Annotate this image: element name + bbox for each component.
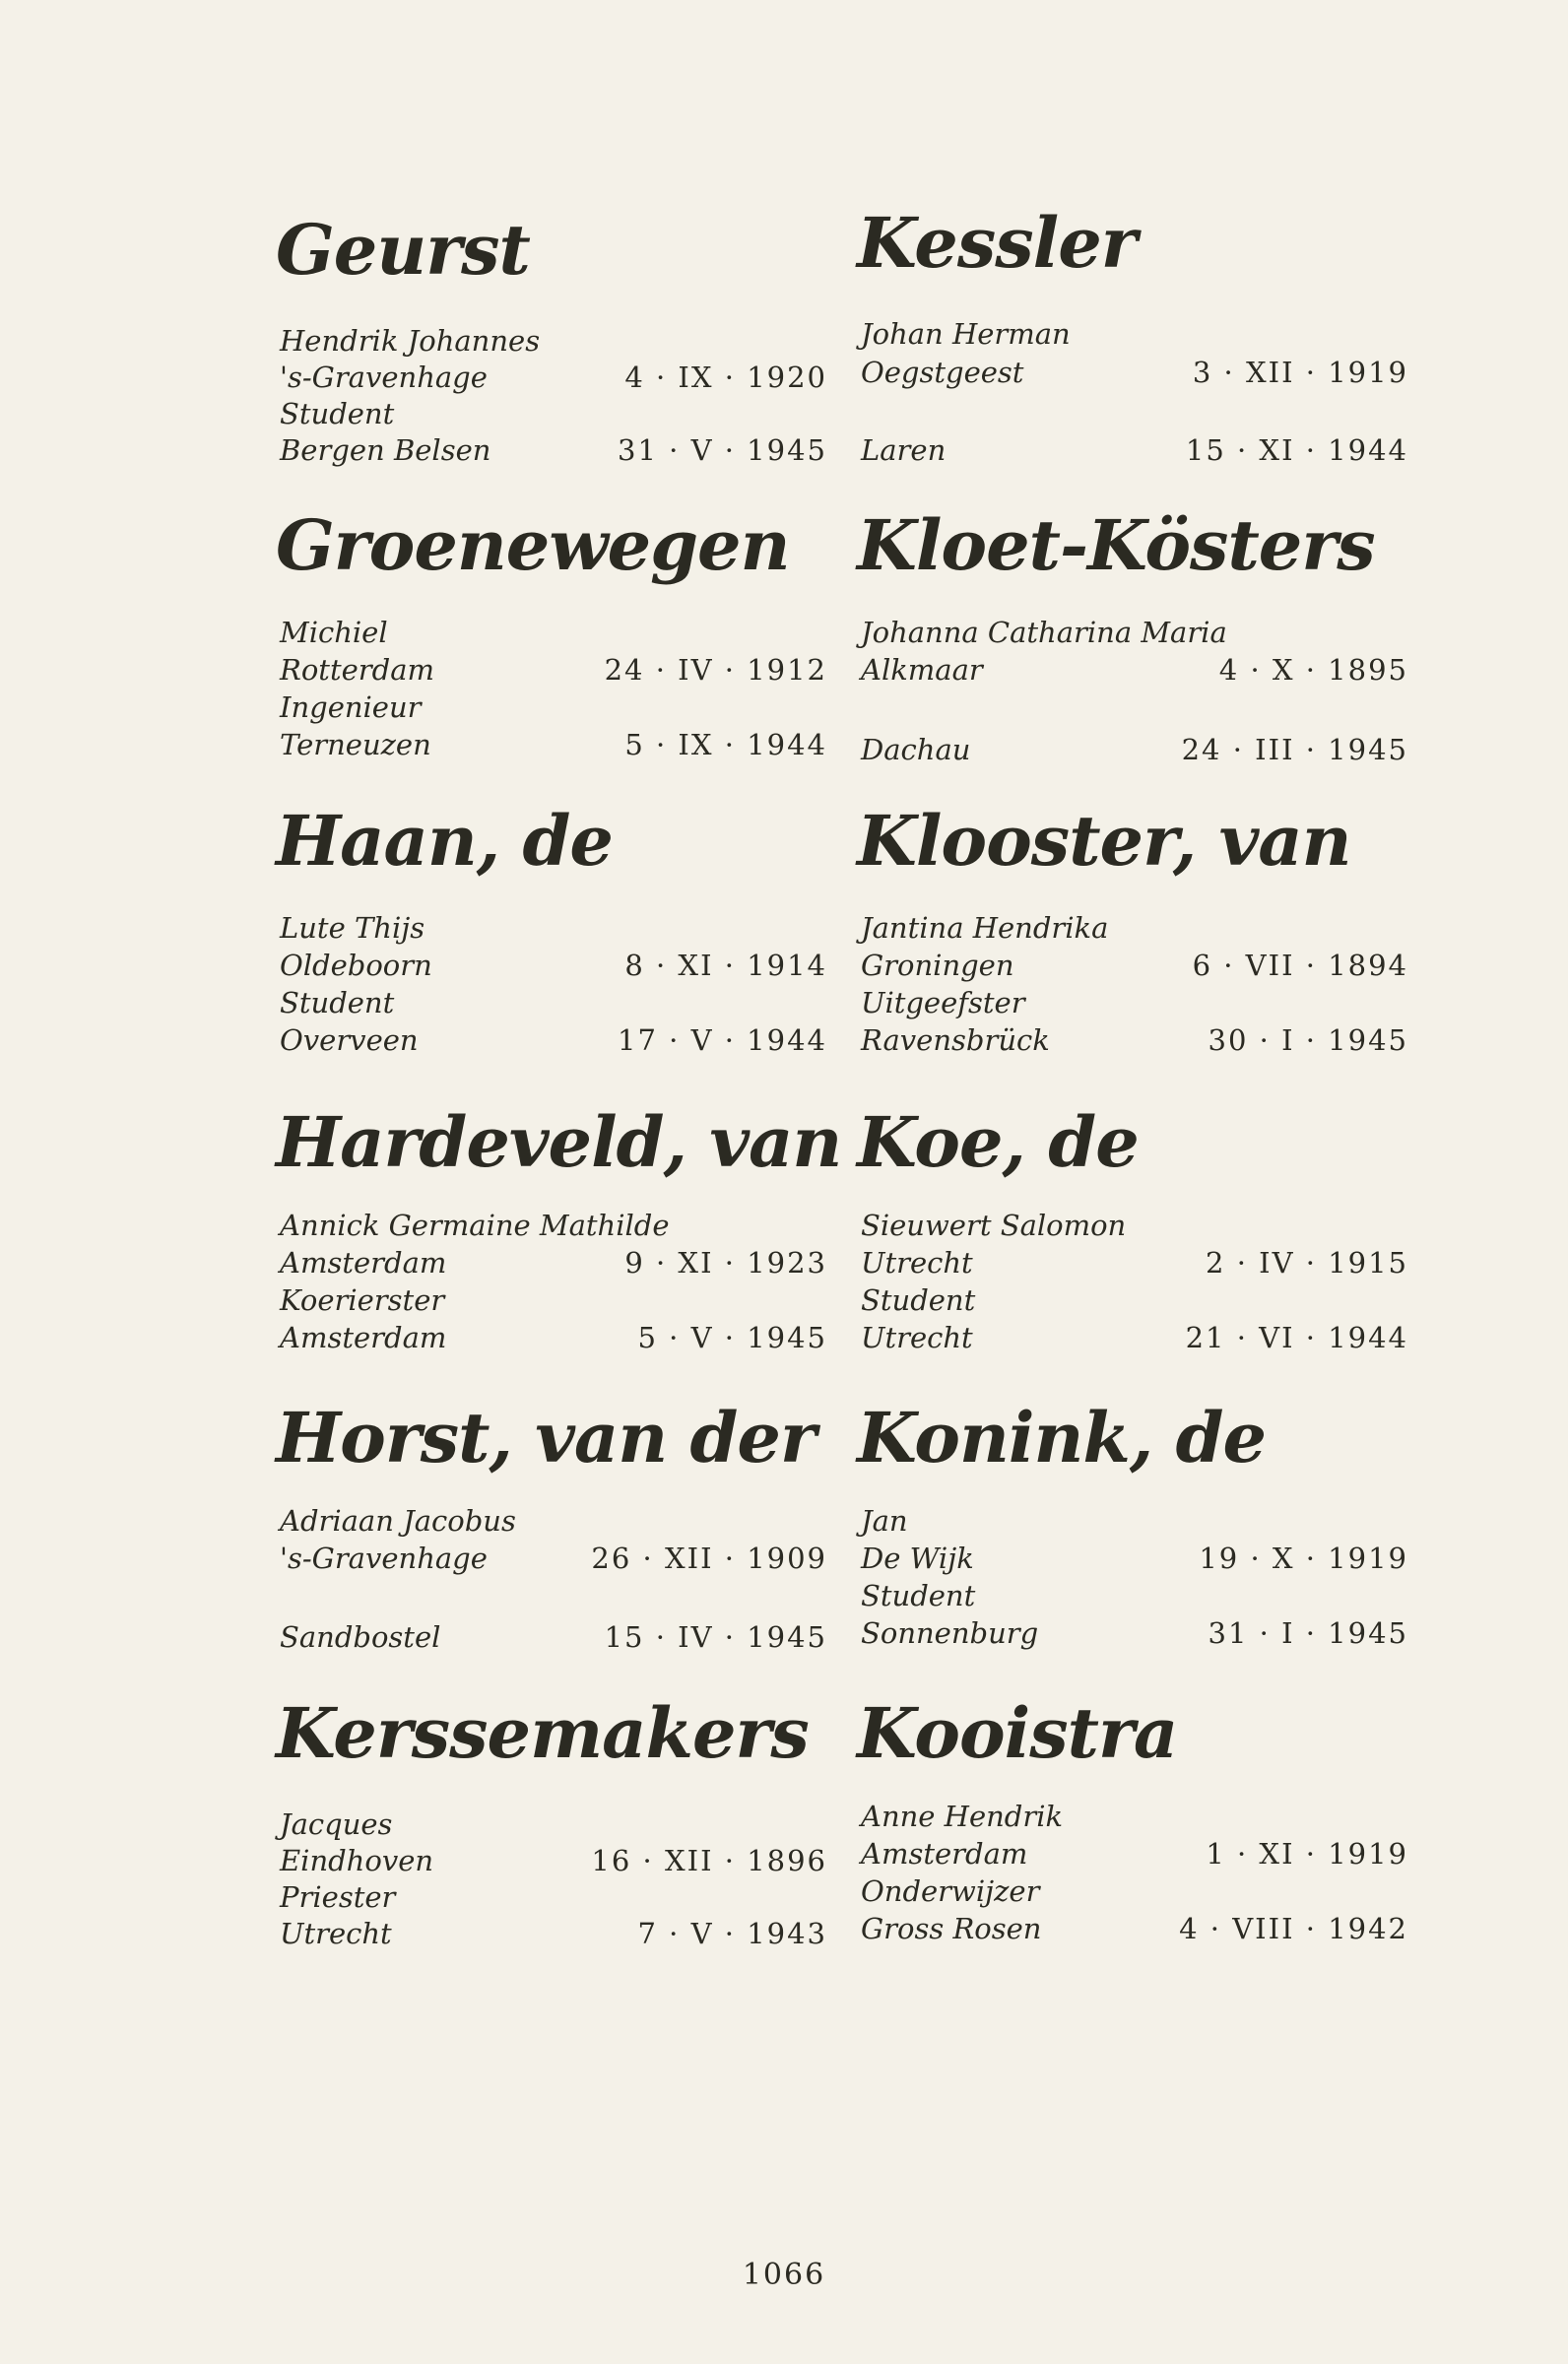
birth-line <box>280 948 827 983</box>
death-place: Utrecht <box>861 1321 973 1354</box>
given-names: Johanna Catharina Maria <box>861 616 1227 649</box>
memorial-entry <box>276 209 827 504</box>
memorial-entry <box>276 1101 842 1397</box>
birth-line <box>861 1836 1408 1872</box>
birth-date: 26 · XII · 1909 <box>591 1542 827 1575</box>
occupation-line <box>861 985 1408 1020</box>
occupation-line <box>861 690 1408 725</box>
memorial-entry <box>857 1101 1408 1397</box>
surname: Klooster, van <box>857 800 1351 882</box>
birth-line <box>861 1245 1408 1280</box>
occupation-line <box>861 1578 1408 1613</box>
occupation: Priester <box>280 1880 396 1914</box>
death-place: Overveen <box>280 1023 419 1057</box>
surname: Kessler <box>857 202 1137 284</box>
death-date: 7 · V · 1943 <box>637 1917 827 1950</box>
death-place: Gross Rosen <box>861 1912 1042 1945</box>
birth-line <box>861 355 1408 390</box>
birth-date: 4 · IX · 1920 <box>624 361 827 394</box>
death-place: Sonnenburg <box>861 1616 1039 1650</box>
death-date: 15 · IV · 1945 <box>604 1620 827 1654</box>
given-names: Anne Hendrik <box>861 1800 1064 1833</box>
death-place: Utrecht <box>280 1917 392 1950</box>
memorial-entry <box>857 202 1408 497</box>
occupation-line <box>861 391 1408 427</box>
surname: Kloet-Kösters <box>857 504 1375 586</box>
birth-line <box>861 948 1408 983</box>
given-names: Annick Germaine Mathilde <box>280 1209 670 1242</box>
occupation-line <box>280 396 827 431</box>
death-date: 24 · III · 1945 <box>1181 733 1408 766</box>
given-names: Michiel <box>280 616 388 649</box>
death-place: Dachau <box>861 733 971 766</box>
birth-date: 1 · XI · 1919 <box>1206 1837 1408 1871</box>
birth-place: Eindhoven <box>280 1844 434 1877</box>
occupation: Student <box>861 1579 976 1612</box>
occupation-line <box>280 690 827 725</box>
memorial-entry <box>276 1692 827 1988</box>
birth-place: Amsterdam <box>861 1837 1028 1871</box>
death-line <box>280 1022 827 1058</box>
occupation-line <box>280 1879 827 1915</box>
birth-date: 3 · XII · 1919 <box>1192 356 1408 389</box>
birth-place: Groningen <box>861 949 1014 982</box>
given-names: Jacques <box>280 1807 393 1841</box>
death-line <box>280 432 827 468</box>
death-date: 5 · IX · 1944 <box>624 728 827 761</box>
given-names: Adriaan Jacobus <box>280 1504 516 1538</box>
birth-date: 2 · IV · 1915 <box>1206 1246 1408 1280</box>
death-date: 5 · V · 1945 <box>637 1321 827 1354</box>
death-date: 31 · I · 1945 <box>1208 1616 1408 1650</box>
death-line <box>280 727 827 762</box>
surname: Groenewegen <box>276 504 790 586</box>
death-date: 31 · V · 1945 <box>618 433 827 467</box>
death-line <box>861 432 1408 468</box>
birth-place: 's-Gravenhage <box>280 1542 488 1575</box>
birth-place: Amsterdam <box>280 1246 447 1280</box>
death-place: Amsterdam <box>280 1321 447 1354</box>
birth-line <box>280 1843 827 1878</box>
occupation-line <box>861 1873 1408 1909</box>
memorial-entry <box>276 1397 827 1692</box>
birth-date: 16 · XII · 1896 <box>591 1844 827 1877</box>
birth-place: Oegstgeest <box>861 356 1024 389</box>
death-line <box>861 732 1408 767</box>
given-names: Sieuwert Salomon <box>861 1209 1127 1242</box>
given-names: Lute Thijs <box>280 911 425 945</box>
death-line <box>861 1911 1408 1946</box>
surname: Kooistra <box>857 1692 1178 1774</box>
death-place: Bergen Belsen <box>280 433 491 467</box>
birth-date: 19 · X · 1919 <box>1199 1542 1408 1575</box>
occupation: Koerierster <box>280 1283 445 1317</box>
surname: Konink, de <box>857 1397 1267 1478</box>
surname: Horst, van der <box>276 1397 816 1478</box>
death-line <box>861 1615 1408 1651</box>
memorial-entry <box>857 504 1408 800</box>
occupation: Ingenieur <box>280 690 422 724</box>
occupation: Student <box>280 397 395 430</box>
death-line <box>861 1320 1408 1355</box>
occupation: Onderwijzer <box>861 1874 1040 1908</box>
occupation-line <box>280 985 827 1020</box>
given-names: Jantina Hendrika <box>861 911 1109 945</box>
memorial-entry <box>857 800 1408 1095</box>
occupation-line <box>280 1578 827 1613</box>
birth-line <box>280 1245 827 1280</box>
page-number: 1066 <box>742 2258 826 2292</box>
occupation: Uitgeefster <box>861 986 1025 1019</box>
birth-date: 4 · X · 1895 <box>1218 653 1408 687</box>
death-line <box>280 1619 827 1655</box>
birth-place: Utrecht <box>861 1246 973 1280</box>
birth-place: 's-Gravenhage <box>280 361 488 394</box>
birth-date: 24 · IV · 1912 <box>604 653 827 687</box>
birth-place: Alkmaar <box>861 653 983 687</box>
given-names: Hendrik Johannes <box>280 324 541 358</box>
death-line <box>280 1320 827 1355</box>
death-line <box>280 1916 827 1951</box>
birth-date: 6 · VII · 1894 <box>1192 949 1408 982</box>
given-names: Jan <box>861 1504 908 1538</box>
surname: Kerssemakers <box>276 1692 809 1774</box>
occupation: Student <box>280 986 395 1019</box>
death-date: 17 · V · 1944 <box>618 1023 827 1057</box>
birth-place: Rotterdam <box>280 653 434 687</box>
memorial-entry <box>857 1692 1408 1988</box>
occupation: Student <box>861 1283 976 1317</box>
death-line <box>861 1022 1408 1058</box>
birth-place: Oldeboorn <box>280 949 432 982</box>
birth-date: 9 · XI · 1923 <box>624 1246 827 1280</box>
death-place: Terneuzen <box>280 728 431 761</box>
memorial-entry <box>857 1397 1408 1692</box>
death-date: 30 · I · 1945 <box>1208 1023 1408 1057</box>
surname: Koe, de <box>857 1101 1139 1183</box>
death-place: Ravensbrück <box>861 1023 1050 1057</box>
surname: Hardeveld, van <box>276 1101 842 1183</box>
birth-line <box>280 652 827 688</box>
birth-line <box>861 1541 1408 1576</box>
death-date: 4 · VIII · 1942 <box>1179 1912 1408 1945</box>
memorial-entry <box>276 800 827 1095</box>
birth-date: 8 · XI · 1914 <box>624 949 827 982</box>
birth-place: De Wijk <box>861 1542 974 1575</box>
occupation-line <box>280 1282 827 1318</box>
birth-line <box>280 1541 827 1576</box>
surname: Haan, de <box>276 800 613 882</box>
given-names: Johan Herman <box>861 317 1071 351</box>
death-date: 21 · VI · 1944 <box>1185 1321 1408 1354</box>
occupation-line <box>861 1282 1408 1318</box>
surname: Geurst <box>276 209 530 291</box>
birth-line <box>280 360 827 395</box>
memorial-entry <box>276 504 827 800</box>
death-date: 15 · XI · 1944 <box>1185 433 1408 467</box>
birth-line <box>861 652 1408 688</box>
death-place: Sandbostel <box>280 1620 441 1654</box>
death-place: Laren <box>861 433 947 467</box>
